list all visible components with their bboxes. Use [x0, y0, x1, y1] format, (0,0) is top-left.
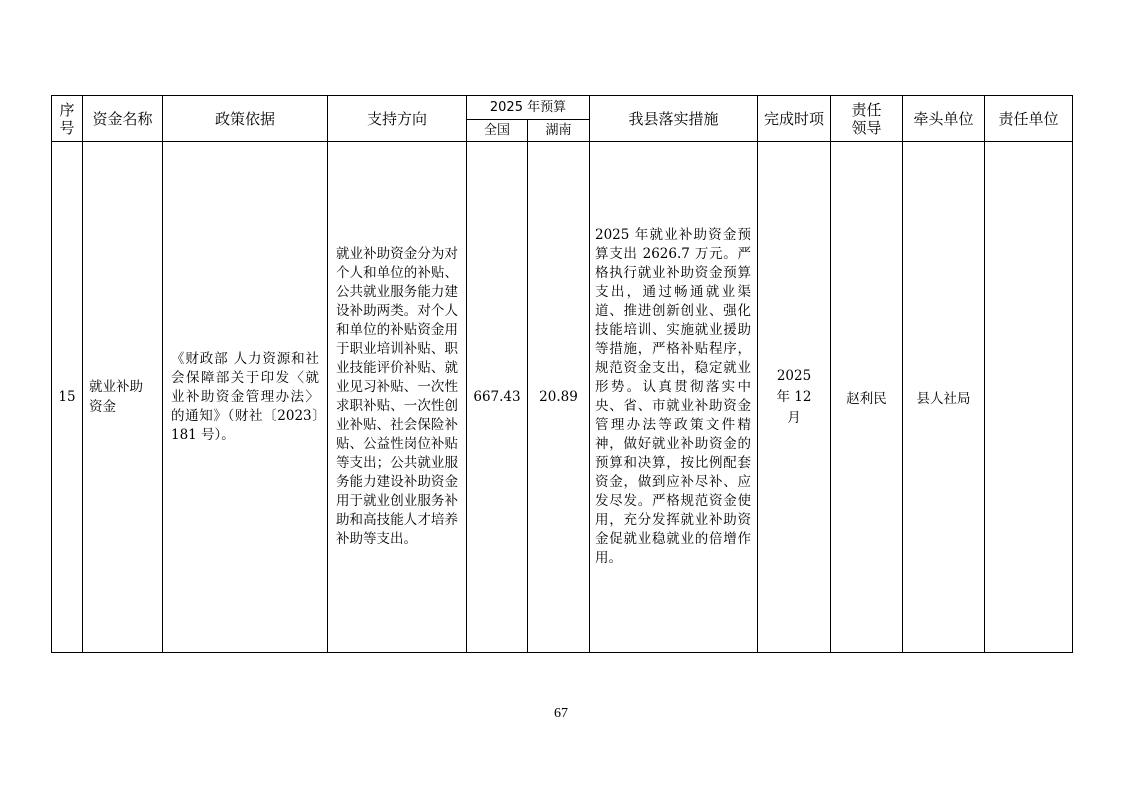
cell-seq: 15	[52, 142, 83, 653]
header-responsible-unit: 责任单位	[985, 96, 1073, 142]
table-row	[52, 142, 1073, 653]
cell-lead-unit: 县人社局	[903, 142, 985, 653]
cell-responsible-unit	[985, 142, 1073, 653]
header-budget-group: 2025 年预算	[467, 96, 590, 120]
budget-table	[51, 95, 1073, 653]
header-county-measures: 我县落实措施	[590, 96, 758, 142]
page-number: 67	[554, 706, 568, 721]
header-responsible-leader: 责任领导	[831, 96, 903, 142]
cell-fund-name: 就业补助资金	[83, 142, 163, 653]
cell-completion-time: 2025 年 12 月	[758, 142, 831, 653]
cell-budget-national: 667.43	[467, 142, 528, 653]
cell-responsible-leader: 赵利民	[831, 142, 903, 653]
header-lead-unit: 牵头单位	[903, 96, 985, 142]
header-budget-hunan: 湖南	[528, 120, 590, 142]
header-policy-basis: 政策依据	[163, 96, 328, 142]
cell-support-direction: 就业补助资金分为对个人和单位的补贴、公共就业服务能力建设补助两类。对个人和单位的补贴资金用于职业培训补贴、职业技能评价补贴、就业见习补贴、一次性求职补贴、一次性创业补贴、社会保险补贴、公益性岗位补贴等支出；公共就业服务能力建设补助资金用于就业创业服务补助和高技能人才培养补助等支出。	[328, 142, 467, 653]
header-fund-name: 资金名称	[83, 96, 163, 142]
header-completion-time: 完成时项	[758, 96, 831, 142]
header-row	[52, 96, 1073, 120]
cell-county-measures: 2025 年就业补助资金预算支出 2626.7 万元。严格执行就业补助资金预算支出，通过畅通就业渠道、推进创新创业、强化技能培训、实施就业援助等措施，严格补贴程序，规范资金支出，稳定就业形势。认真贯彻落实中央、省、市就业补助资金管理办法等政策文件精神，做好就业补助资金的预算和决算，按比例配套资金，做到应补尽补、应发尽发。严格规范资金使用，充分发挥就业补助资金促就业稳就业的倍增作用。	[590, 142, 758, 653]
header-seq: 序号	[52, 96, 83, 142]
header-budget-national: 全国	[467, 120, 528, 142]
header-support-direction: 支持方向	[328, 96, 467, 142]
cell-policy-basis: 《财政部 人力资源和社会保障部关于印发〈就业补助资金管理办法〉的通知》（财社〔2023〕181 号）。	[163, 142, 328, 653]
cell-budget-hunan: 20.89	[528, 142, 590, 653]
